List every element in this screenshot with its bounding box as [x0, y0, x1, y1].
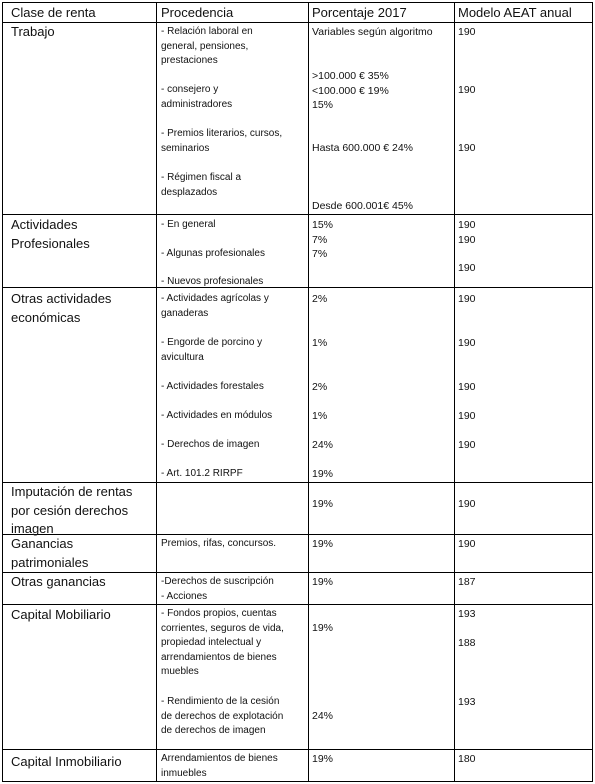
modelo-value: 190: [458, 142, 476, 154]
procedencia-item: - Actividades agrícolas y ganaderas: [161, 293, 269, 319]
porcentaje-value: 19%: [312, 622, 334, 634]
procedencia-item: Premios, rifas, concursos.: [161, 538, 277, 549]
procedencia-item: - Premios literarios, cursos, seminarios: [161, 128, 283, 154]
procedencia-item: - Fondos propios, cuentas corrientes, seguros de vida, propiedad intelectual y arrendamientos de bienes muebles: [161, 608, 284, 677]
column-divider: [454, 3, 455, 781]
row-clase: Imputación de rentas por cesión derechos imagen: [11, 484, 133, 536]
row-clase: Ganancias patrimoniales: [11, 536, 89, 570]
porcentaje-value: 7%: [312, 248, 328, 260]
porcentaje-value: >100.000 € 35% <100.000 € 19% 15%: [312, 70, 389, 111]
row-divider: [3, 604, 592, 605]
procedencia-item: - consejero y administradores: [161, 84, 233, 110]
procedencia-item: - Nuevos profesionales: [161, 276, 264, 287]
row-divider: [3, 214, 592, 215]
modelo-value: 193: [458, 696, 476, 708]
modelo-value: 190: [458, 439, 476, 451]
procedencia-item: - Art. 101.2 RIRPF: [161, 468, 243, 479]
modelo-value: 190: [458, 538, 476, 550]
porcentaje-value: 1%: [312, 410, 328, 422]
header-clase: Clase de renta: [11, 5, 96, 20]
header-procedencia: Procedencia: [161, 5, 234, 20]
modelo-value: 188: [458, 637, 476, 649]
row-clase: Capital Mobiliario: [11, 607, 111, 622]
row-clase: Actividades Profesionales: [11, 217, 90, 251]
row-clase: Otras ganancias: [11, 574, 106, 589]
porcentaje-value: Desde 600.001€ 45%: [312, 200, 413, 212]
porcentaje-value: Hasta 600.000 € 24%: [312, 142, 413, 154]
row-clase: Capital Inmobiliario: [11, 754, 122, 769]
modelo-value: 190: [458, 262, 476, 274]
procedencia-item: - Acciones: [161, 591, 208, 602]
column-divider: [308, 3, 309, 781]
row-divider: [3, 749, 592, 750]
procedencia-item: - Algunas profesionales: [161, 248, 265, 259]
porcentaje-value: 19%: [312, 576, 334, 588]
modelo-value: 193: [458, 608, 476, 620]
procedencia-item: - Derechos de imagen: [161, 439, 260, 450]
procedencia-item: Arrendamientos de bienes inmuebles: [161, 753, 278, 779]
modelo-value: 190: [458, 26, 476, 38]
modelo-value: 190 190: [458, 219, 476, 246]
procedencia-item: - Régimen fiscal a desplazados: [161, 172, 242, 198]
header-porcentaje: Porcentaje 2017: [312, 5, 407, 20]
modelo-value: 190: [458, 293, 476, 305]
modelo-value: 187: [458, 576, 476, 588]
modelo-value: 190: [458, 337, 476, 349]
tax-table: [2, 2, 593, 782]
porcentaje-value: 2%: [312, 381, 328, 393]
porcentaje-value: 19%: [312, 498, 334, 510]
row-divider: [3, 287, 592, 288]
procedencia-item: -Derechos de suscripción: [161, 576, 274, 587]
procedencia-item: - Actividades forestales: [161, 381, 264, 392]
porcentaje-value: 19%: [312, 753, 334, 765]
porcentaje-value: 24%: [312, 710, 334, 722]
modelo-value: 190: [458, 381, 476, 393]
porcentaje-value: 1%: [312, 337, 328, 349]
modelo-value: 190: [458, 410, 476, 422]
modelo-value: 180: [458, 753, 476, 765]
procedencia-item: - Actividades en módulos: [161, 410, 273, 421]
procedencia-item: - Rendimiento de la cesión de derechos de explotación de derechos de imagen: [161, 696, 284, 736]
porcentaje-value: 19%: [312, 468, 334, 480]
porcentaje-value: 2%: [312, 293, 328, 305]
procedencia-item: - Relación laboral en general, pensiones, prestaciones: [161, 26, 253, 66]
row-clase: Otras actividades económicas: [11, 291, 112, 325]
modelo-value: 190: [458, 498, 476, 510]
row-clase: Trabajo: [11, 24, 55, 39]
row-divider: [3, 22, 592, 23]
porcentaje-value: 15% 7%: [312, 219, 334, 246]
modelo-value: 190: [458, 84, 476, 96]
porcentaje-value: 24%: [312, 439, 334, 451]
header-modelo: Modelo AEAT anual: [458, 5, 572, 20]
procedencia-item: - Engorde de porcino y avicultura: [161, 337, 263, 363]
procedencia-item: - En general: [161, 219, 216, 230]
column-divider: [156, 3, 157, 781]
porcentaje-value: Variables según algoritmo: [312, 26, 433, 38]
porcentaje-value: 19%: [312, 538, 334, 550]
